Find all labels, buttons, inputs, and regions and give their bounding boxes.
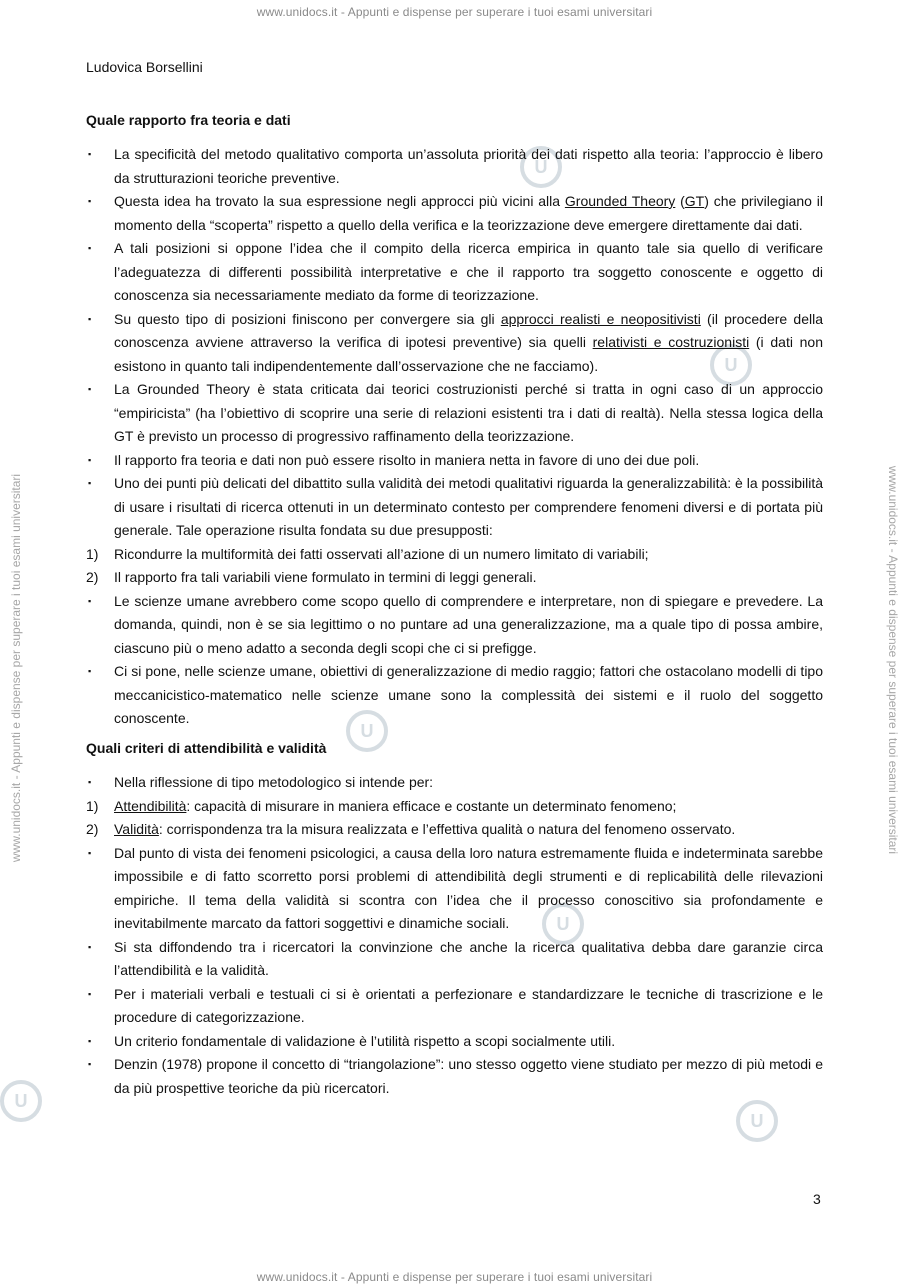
watermark-left: www.unidocs.it - Appunti e dispense per superare i tuoi esami universitari <box>9 473 23 863</box>
section2-list <box>86 771 823 1100</box>
bullet-icon: ▪ <box>88 1035 92 1046</box>
number-marker: 2) <box>86 821 99 837</box>
number-marker: 1) <box>86 797 99 814</box>
watermark-bottom: www.unidocs.it - Appunti e dispense per superare i tuoi esami universitari <box>256 1270 653 1284</box>
list-item: ▪ Il rapporto fra teoria e dati non può essere risolto in maniera netta in favore di uno dei due poli. <box>86 449 823 473</box>
watermark-logo-icon: U <box>736 1100 778 1142</box>
numbered-item: 1) Attendibilità: capacità di misurare in maniera efficace e costante un determinato fenomeno; <box>86 795 823 819</box>
watermark-logo-icon: U <box>0 1080 42 1122</box>
bullet-icon: ▪ <box>88 313 92 324</box>
watermark-logo-icon: U <box>710 344 752 386</box>
bullet-icon: ▪ <box>88 847 92 858</box>
list-item: ▪ La specificità del metodo qualitativo comporta un’assoluta priorità dei dati rispetto alla teoria: l’approccio è libero da strutturazioni teoriche preventive. <box>86 143 823 190</box>
bullet-icon: ▪ <box>88 1059 92 1069</box>
section-heading-attendibilita-validita: Quali criteri di attendibilità e validità <box>86 739 327 756</box>
bullet-icon: ▪ <box>88 454 92 465</box>
number-marker: 2) <box>86 569 99 585</box>
author-name: Ludovica Borsellini <box>86 59 203 75</box>
numbered-item: 1) Ricondurre la multiformità dei fatti osservati all’azione di un numero limitato di variabili; <box>86 543 823 567</box>
bullet-icon: ▪ <box>88 941 92 952</box>
list-item: ▪ Ci si pone, nelle scienze umane, obiettivi di generalizzazione di medio raggio; fattori che ostacolano modelli di tipo meccanicistico-matematico nelle scienze umane sono la complessità dei sistemi e il ruolo del soggetto conoscente. <box>86 660 823 731</box>
watermark-logo-icon: U <box>346 710 388 752</box>
list-item: ▪ Questa idea ha trovato la sua espressione negli approcci più vicini alla Grounded Theory (GT) che privilegiano il momento della “scoperta” rispetto a quello della verifica e la teorizzazione deve emergere direttamente dai dati. <box>86 190 823 237</box>
list-item: ▪ Le scienze umane avrebbero come scopo quello di comprendere e interpretare, non di spiegare e prevedere. La domanda, quindi, non è se sia legittimo o no puntare ad una generalizzazione, ma a quale tipo di possa ambire, ciascuno più o meno adatto a seconda degli scopi che ci si prefigge. <box>86 590 823 661</box>
underlined-term: Attendibilità <box>114 797 187 814</box>
document-body <box>86 56 823 1100</box>
watermark-logo-icon: U <box>542 903 584 945</box>
section1-list <box>86 143 823 731</box>
underlined-term: Grounded Theory <box>564 193 676 209</box>
bullet-icon: ▪ <box>88 149 92 159</box>
list-item: ▪ Nella riflessione di tipo metodologico si intende per: <box>86 771 823 795</box>
watermark-logo-icon: U <box>520 146 562 188</box>
number-marker: 1) <box>86 545 99 562</box>
bullet-icon: ▪ <box>88 595 92 606</box>
underlined-term: Validità <box>114 821 159 837</box>
watermark-top: www.unidocs.it - Appunti e dispense per superare i tuoi esami universitari <box>256 5 653 19</box>
list-item: ▪ Uno dei punti più delicati del dibattito sulla validità dei metodi qualitativi riguarda la generalizzabilità: è la possibilità di usare i risultati di ricerca ottenuti in un determinato contesto per comprendere fenomeni diversi e di portata più generale. Tale operazione risulta fondata su due presupposti: <box>86 472 823 543</box>
bullet-icon: ▪ <box>88 666 92 676</box>
bullet-icon: ▪ <box>88 384 92 394</box>
list-item: ▪ Denzin (1978) propone il concetto di “triangolazione”: uno stesso oggetto viene studiato per mezzo di più metodi e da più prospettive teoriche da più ricercatori. <box>86 1053 823 1100</box>
watermark-right: www.unidocs.it - Appunti e dispense per superare i tuoi esami universitari <box>886 465 900 855</box>
underlined-term: GT <box>684 193 705 209</box>
list-item: ▪ Per i materiali verbali e testuali ci si è orientati a perfezionare e standardizzare le tecniche di trascrizione e le procedure di categorizzazione. <box>86 983 823 1030</box>
bullet-icon: ▪ <box>88 777 92 787</box>
list-item: ▪ La Grounded Theory è stata criticata dai teorici costruzionisti perché si tratta in ogni caso di un approccio “empiricista” (ha l’obiettivo di scoprire una serie di relazioni esistenti tra i dati di realtà). Nella stessa logica della GT è previsto un processo di progressivo raffinamento della teorizzazione. <box>86 378 823 449</box>
bullet-icon: ▪ <box>88 988 92 999</box>
bullet-icon: ▪ <box>88 243 92 253</box>
list-item: ▪ Un criterio fondamentale di validazione è l’utilità rispetto a scopi socialmente utili. <box>86 1030 823 1054</box>
numbered-item: 2) Il rapporto fra tali variabili viene formulato in termini di leggi generali. <box>86 566 823 590</box>
list-item: ▪ Su questo tipo di posizioni finiscono per convergere sia gli approcci realisti e neopositivisti (il procedere della conoscenza avviene attraverso la verifica di ipotesi preventive) sia quelli relativisti e costruzionisti (i dati non esistono in quanto tali indipendentemente dall’osservazione che ne facciamo). <box>86 308 823 379</box>
list-item: ▪ Dal punto di vista dei fenomeni psicologici, a causa della loro natura estremamente fluida e indeterminata sarebbe impossibile e di fatto scorretto porsi problemi di attendibilità degli strumenti e di replicabilità delle rilevazioni empiriche. Il tema della validità si scontra con l’idea che il processo conoscitivo sia profondamente e inevitabilmente marcato da fattori soggettivi e dinamiche sociali. <box>86 842 823 936</box>
bullet-icon: ▪ <box>88 196 92 206</box>
list-item: ▪ A tali posizioni si oppone l’idea che il compito della ricerca empirica in quanto tale sia quello di verificare l’adeguatezza di differenti possibilità interpretative e che il rapporto tra soggetto conoscente e oggetto di conoscenza sia necessariamente mediato da forme di teorizzazione. <box>86 237 823 308</box>
underlined-term: approcci realisti e neopositivisti <box>500 310 701 327</box>
page-number: 3 <box>813 1191 821 1207</box>
list-item: ▪ Si sta diffondendo tra i ricercatori la convinzione che anche la ricerca qualitativa debba dare garanzie circa l’attendibilità e la validità. <box>86 936 823 983</box>
numbered-item: 2) Validità: corrispondenza tra la misura realizzata e l’effettiva qualità o natura del fenomeno osservato. <box>86 818 823 842</box>
bullet-icon: ▪ <box>88 478 92 488</box>
underlined-term: relativisti e costruzionisti <box>592 334 750 350</box>
section-heading-teoria-dati: Quale rapporto fra teoria e dati <box>86 111 291 128</box>
